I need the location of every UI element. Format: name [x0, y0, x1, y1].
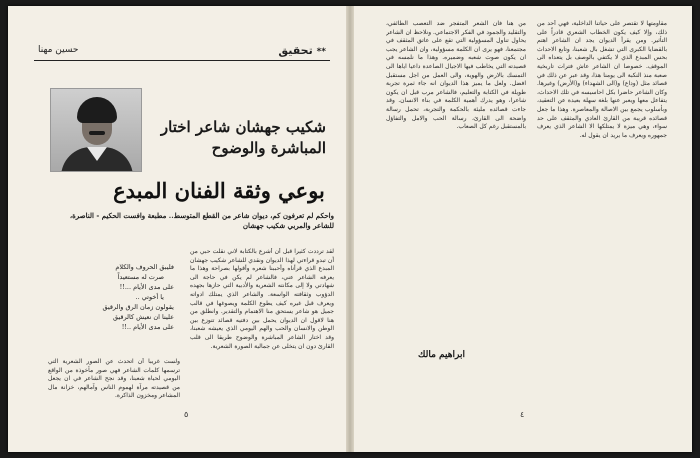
article-lede: واحكم لم تعرفون كم، ديوان شاعر من القطع المتوسط.. مطبعة وافست الحكيم - الناصرة، للشاعر والمربي شكيب جهشان [69, 211, 334, 230]
section-word: تحقيق [278, 44, 313, 57]
main-headline: بوعي وثقة الفنان المبدع [113, 178, 325, 203]
right-page [350, 6, 692, 452]
poem-line: يا أخوتي .. [135, 293, 164, 301]
author-portrait [50, 88, 142, 172]
right-page-column-right: مقاومتها لا تقتصر على حياتنا الداخلية، فهي أحد من ذلك، وإلا كيف يكون الخطاب الشعري قادراً على التأثير. ومن يقرأ الديوان يجد ان الشاعر اهتم بالقضايا الكبرى التي تشغل بال شعبنا، وتابع الاحداث بحس المبدع الذي لا يكتفي بالوصف بل يتعداه الى الموقف. خصوصا ان الشاعر عاش فترات تاريخية صعبة منذ النكبة الى يومنا هذا، وقد عبر عن ذلك في قصائد مثل (وداع) و(الى الشهداء) و(الأرض) وغيرها. وكان الشاعر حاضرا بكل احاسيسه في تلك الاحداث، يتفاعل معها ويعبر عنها بلغة سهلة بعيدة عن التعقيد، وبأسلوب يجمع بين الاصالة والمعاصرة. وهذا ما جعل قصائده قريبة من القارئ العادي والمثقف على حد سواء، وهي ميزة لا يمتلكها الا الشاعر الذي يعرف جمهوره ويعرف ما يريد ان يقول له. [537, 20, 667, 139]
magazine-spread [8, 6, 692, 452]
poem-line: على مدى الأيام ...!! [119, 283, 174, 291]
page-number-right: ٤ [520, 410, 525, 419]
poem-line: على مدى الأيام ..!! [121, 323, 174, 331]
poem-excerpt [68, 262, 174, 332]
poem-line: فليبق الحروف والكلام [115, 263, 174, 271]
portrait-moustache [89, 131, 105, 135]
headline-line-2: المباشرة والوضوح [211, 139, 326, 157]
article-bottom-text: ولست غريباً أن اتحدث عن الصور الشعرية التي ترسمها كلمات الشاعر فهي صور مأخوذة من الواقع اليومي لحياة شعبنا، وقد نجح الشاعر في ان يجعل من قصيدته مرآة لهموم الناس وآمالهم، خزانة مال المشاعر ومخزون الذاكرة. [48, 358, 180, 400]
poem-line: صرت له مستعيداً [117, 273, 164, 281]
poem-line: يقولون زمان الرق والرقيق [102, 303, 174, 311]
portrait-hair [77, 97, 117, 123]
header-author: حسين مهنا [38, 45, 79, 55]
right-page-column-left: من هنا فان الشعر المتفجر ضد التعصب الطائفي، والتقليد والجمود في الفكر الاجتماعي. ونلاحظ ان الشاعر يحاول تناول المسؤولية التي تقع على عاتق المثقف في مجتمعنا، فهو يرى ان الكلمة مسؤولية، وان الشاعر يجب ان يكون صوت شعبه وضميره. وهذا ما نلمسه في قصيدته التي يخاطب فيها الاجيال الصاعدة داعيا اياها الى التمسك بالارض والهوية، والى العمل من اجل مستقبل افضل. ولعل ما يميز هذا الديوان انه جاء ثمرة تجربة طويلة في الكتابة والتعليم، فالشاعر مرب قبل ان يكون شاعرا، وهو يدرك أهمية الكلمة في بناء الانسان. وقد جاءت قصائده مليئة بالحكمة والتجربة، تحمل رسالة واضحة الى القارئ، رسالة الحب والامل والتفاؤل بالمستقبل رغم كل الصعاب. [386, 20, 526, 131]
author-signature: ابراهيم مالك [418, 350, 465, 360]
article-column-text: لقد ترددت كثيراً قبل أن أشرع بالكتابة لاني نقلت حبي من أن تبدو قراءتي لهذا الديوان ونقدي للشاعر شكيب جهشان المبدع الذي قرأناه وأحببنا شعره وأقولها بصراحة وهذا ما يعرفه الشاعر عني، فالشاعر لم يكن في حاجة الى شهادتي ولا إلى مكانته الشعرية والأدبية التي حازها بجهده الدؤوب وثقافته الواسعة. والشاعر الذي يمتلك ادواته ويعرف قبل غيره كيف يطوع الكلمة ويصوغها في قالب جميل هو شاعر يستحق منا الاهتمام والتقدير. وانطلق من هنا لاقول ان الديوان يحمل بين دفتيه قصائد تتوزع بين الوطن والانسان والحب والهم اليومي الذي يعيشه شعبنا، وقد اختار الشاعر المباشرة والوضوح طريقا الى قلب القارئ دون ان يتخلى عن جمالية الصورة الشعرية. [190, 248, 334, 350]
poem-line: علينا ان نعيش كالرقيق [112, 313, 174, 321]
page-header [34, 44, 330, 61]
book-gutter [346, 6, 354, 452]
section-label [278, 44, 326, 57]
headline-line-1: شكيب جهشان شاعر اختار [160, 118, 326, 136]
section-stars: ** [316, 47, 326, 57]
left-page [8, 6, 350, 452]
page-number-left: ٥ [184, 410, 189, 419]
